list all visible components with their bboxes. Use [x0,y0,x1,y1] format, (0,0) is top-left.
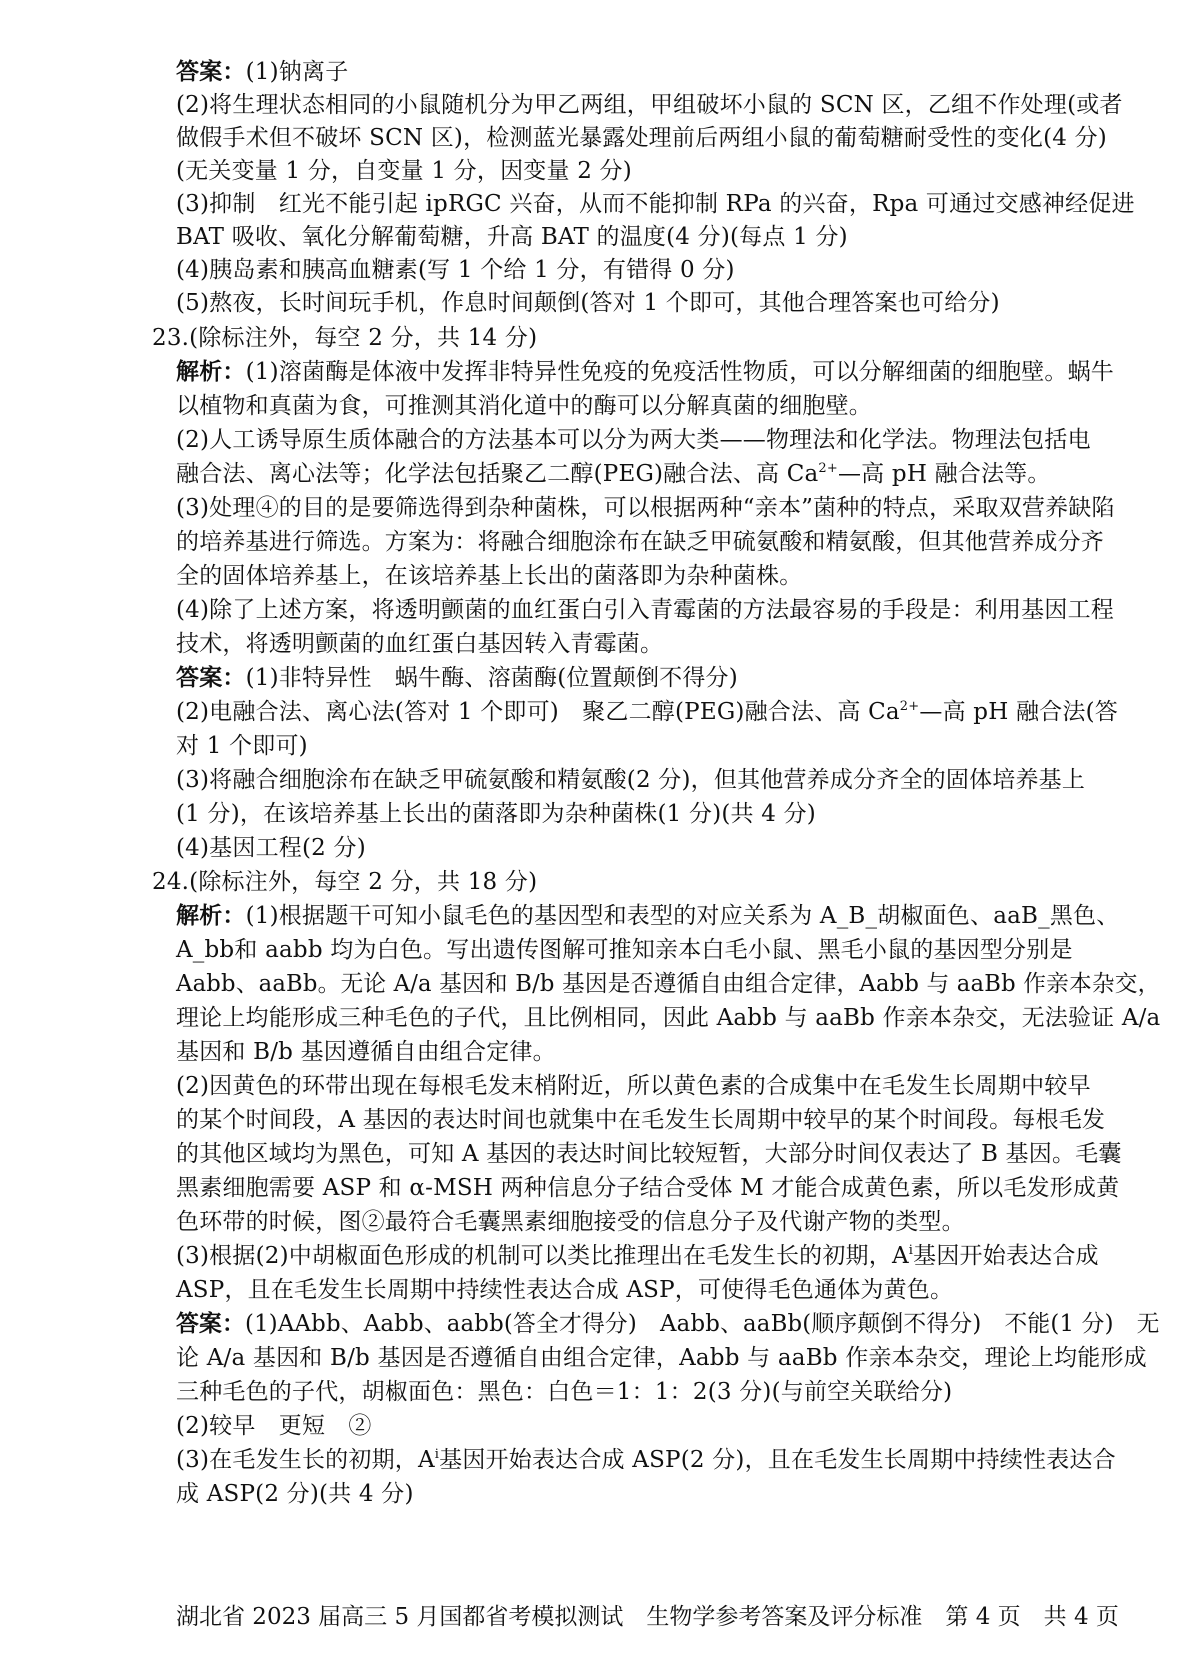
text-line: (2)因黄色的环带出现在每根毛发末梢附近，所以黄色素的合成集中在毛发生长周期中较早 [176,1073,1091,1099]
text-line: 做假手术但不破坏 SCN 区)，检测蓝光暴露处理前后两组小鼠的葡萄糖耐受性的变化(4 分) [176,125,1107,151]
text-line: (无关变量 1 分，自变量 1 分，因变量 2 分) [176,158,632,184]
text-line: (5)熬夜，长时间玩手机，作息时间颠倒(答对 1 个即可，其他合理答案也可给分) [176,290,1000,316]
text-line: Aabb、aaBb。无论 A/a 基因和 B/b 基因是否遵循自由组合定律，Aabb 与 aaBb 作亲本杂交， [176,971,1161,997]
answer-label: 答案 [176,665,223,691]
answer-line: 答案：(1)钠离子 [176,59,349,85]
text-line: 基因和 B/b 基因遵循自由组合定律。 [176,1039,556,1065]
text-line: (4)基因工程(2 分) [176,835,366,861]
text-line: (4)胰岛素和胰高血糖素(写 1 个给 1 分，有错得 0 分) [176,257,735,283]
text-line: BAT 吸收、氧化分解葡萄糖，升高 BAT 的温度(4 分)(每点 1 分) [176,224,848,250]
text-line: 的其他区域均为黑色，可知 A 基因的表达时间比较短暂，大部分时间仅表达了 B 基因。毛囊 [176,1141,1122,1167]
text-line: 成 ASP(2 分)(共 4 分) [176,1481,414,1507]
question-heading-23: 23.(除标注外，每空 2 分，共 14 分) [152,325,538,351]
analysis-line: 解析：(1)根据题干可知小鼠毛色的基因型和表型的对应关系为 A_B_胡椒面色、aaB_黑色、 [176,903,1120,929]
question-heading-24: 24.(除标注外，每空 2 分，共 18 分) [152,869,538,895]
text-line: 色环带的时候，图②最符合毛囊黑素细胞接受的信息分子及代谢产物的类型。 [176,1209,965,1235]
text-line: 的某个时间段，A 基因的表达时间也就集中在毛发生长周期中较早的某个时间段。每根毛发 [176,1107,1106,1133]
answer-line: 答案：(1)非特异性 蜗牛酶、溶菌酶(位置颠倒不得分) [176,665,738,691]
text-line: 论 A/a 基因和 B/b 基因是否遵循自由组合定律，Aabb 与 aaBb 作亲本杂交，理论上均能形成 [176,1345,1147,1371]
analysis-label: 解析 [176,903,223,929]
text-line: A_bb和 aabb 均为白色。写出遗传图解可推知亲本白毛小鼠、黑毛小鼠的基因型分别是 [176,937,1073,963]
text-line: 理论上均能形成三种毛色的子代，且比例相同，因此 Aabb 与 aaBb 作亲本杂交，无法验证 A/a [176,1005,1161,1031]
text-line: 黑素细胞需要 ASP 和 α-MSH 两种信息分子结合受体 M 才能合成黄色素，所以毛发形成黄 [176,1175,1120,1201]
answer-label: 答案 [176,1311,222,1337]
text-line: (3)根据(2)中胡椒面色形成的机制可以类比推理出在毛发生长的初期，$A^i$基因开始表达合成 [176,1243,1099,1269]
answer-label: 答案 [176,59,223,85]
answer-line: 答案：(1)AAbb、Aabb、aabb(答全才得分) Aabb、aaBb(顺序颠倒不得分) 不能(1 分) 无 [176,1311,1160,1337]
text-line: (2)电融合法、离心法(答对 1 个即可) 聚乙二醇(PEG)融合法、高 $Ca^{2+}—$高 pH 融合法(答 [176,699,1118,725]
text-line: 对 1 个即可) [176,733,308,759]
text-line: (4)除了上述方案，将透明颤菌的血红蛋白引入青霉菌的方法最容易的手段是：利用基因工程 [176,597,1114,623]
text-line: ASP，且在毛发生长周期中持续性表达合成 ASP，可使得毛色通体为黄色。 [176,1277,954,1303]
text-line: (3)将融合细胞涂布在缺乏甲硫氨酸和精氨酸(2 分)，但其他营养成分齐全的固体培养基上 [176,767,1086,793]
text-line: (2)较早 更短 ② [176,1413,372,1439]
text-line: (3)处理④的目的是要筛选得到杂种菌株，可以根据两种“亲本”菌种的特点，采取双营养缺陷 [176,495,1115,521]
text-line: 三种毛色的子代，胡椒面色：黑色：白色＝1：1：2(3 分)(与前空关联给分) [176,1379,953,1405]
text-line: 以植物和真菌为食，可推测其消化道中的酶可以分解真菌的细胞壁。 [176,393,872,419]
text-line: (2)人工诱导原生质体融合的方法基本可以分为两大类——物理法和化学法。物理法包括电 [176,427,1091,453]
text-line: 技术，将透明颤菌的血红蛋白基因转入青霉菌。 [176,631,664,657]
text-line: 全的固体培养基上，在该培养基上长出的菌落即为杂种菌株。 [176,563,803,589]
text-line: (3)抑制 红光不能引起 ipRGC 兴奋，从而不能抑制 RPa 的兴奋，Rpa 可通过交感神经促进 [176,191,1135,217]
text-line: 的培养基进行筛选。方案为：将融合细胞涂布在缺乏甲硫氨酸和精氨酸，但其他营养成分齐 [176,529,1104,555]
text-line: (2)将生理状态相同的小鼠随机分为甲乙两组，甲组破坏小鼠的 SCN 区，乙组不作处理(或者 [176,92,1123,118]
text-line: (1 分)，在该培养基上长出的菌落即为杂种菌株(1 分)(共 4 分) [176,801,816,827]
page-footer: 湖北省 2023 届高三 5 月国都省考模拟测试 生物学参考答案及评分标准 第 4 页 共 4 页 [176,1604,1119,1630]
text-line: (3)在毛发生长的初期，$A^i$基因开始表达合成 ASP(2 分)，且在毛发生长周期中持续性表达合 [176,1447,1116,1473]
analysis-line: 解析：(1)溶菌酶是体液中发挥非特异性免疫的免疫活性物质，可以分解细菌的细胞壁。蜗牛 [176,359,1114,385]
analysis-label: 解析 [176,359,223,385]
text-line: 融合法、离心法等；化学法包括聚乙二醇(PEG)融合法、高 $Ca^{2+}—$高 pH 融合法等。 [176,461,1051,487]
